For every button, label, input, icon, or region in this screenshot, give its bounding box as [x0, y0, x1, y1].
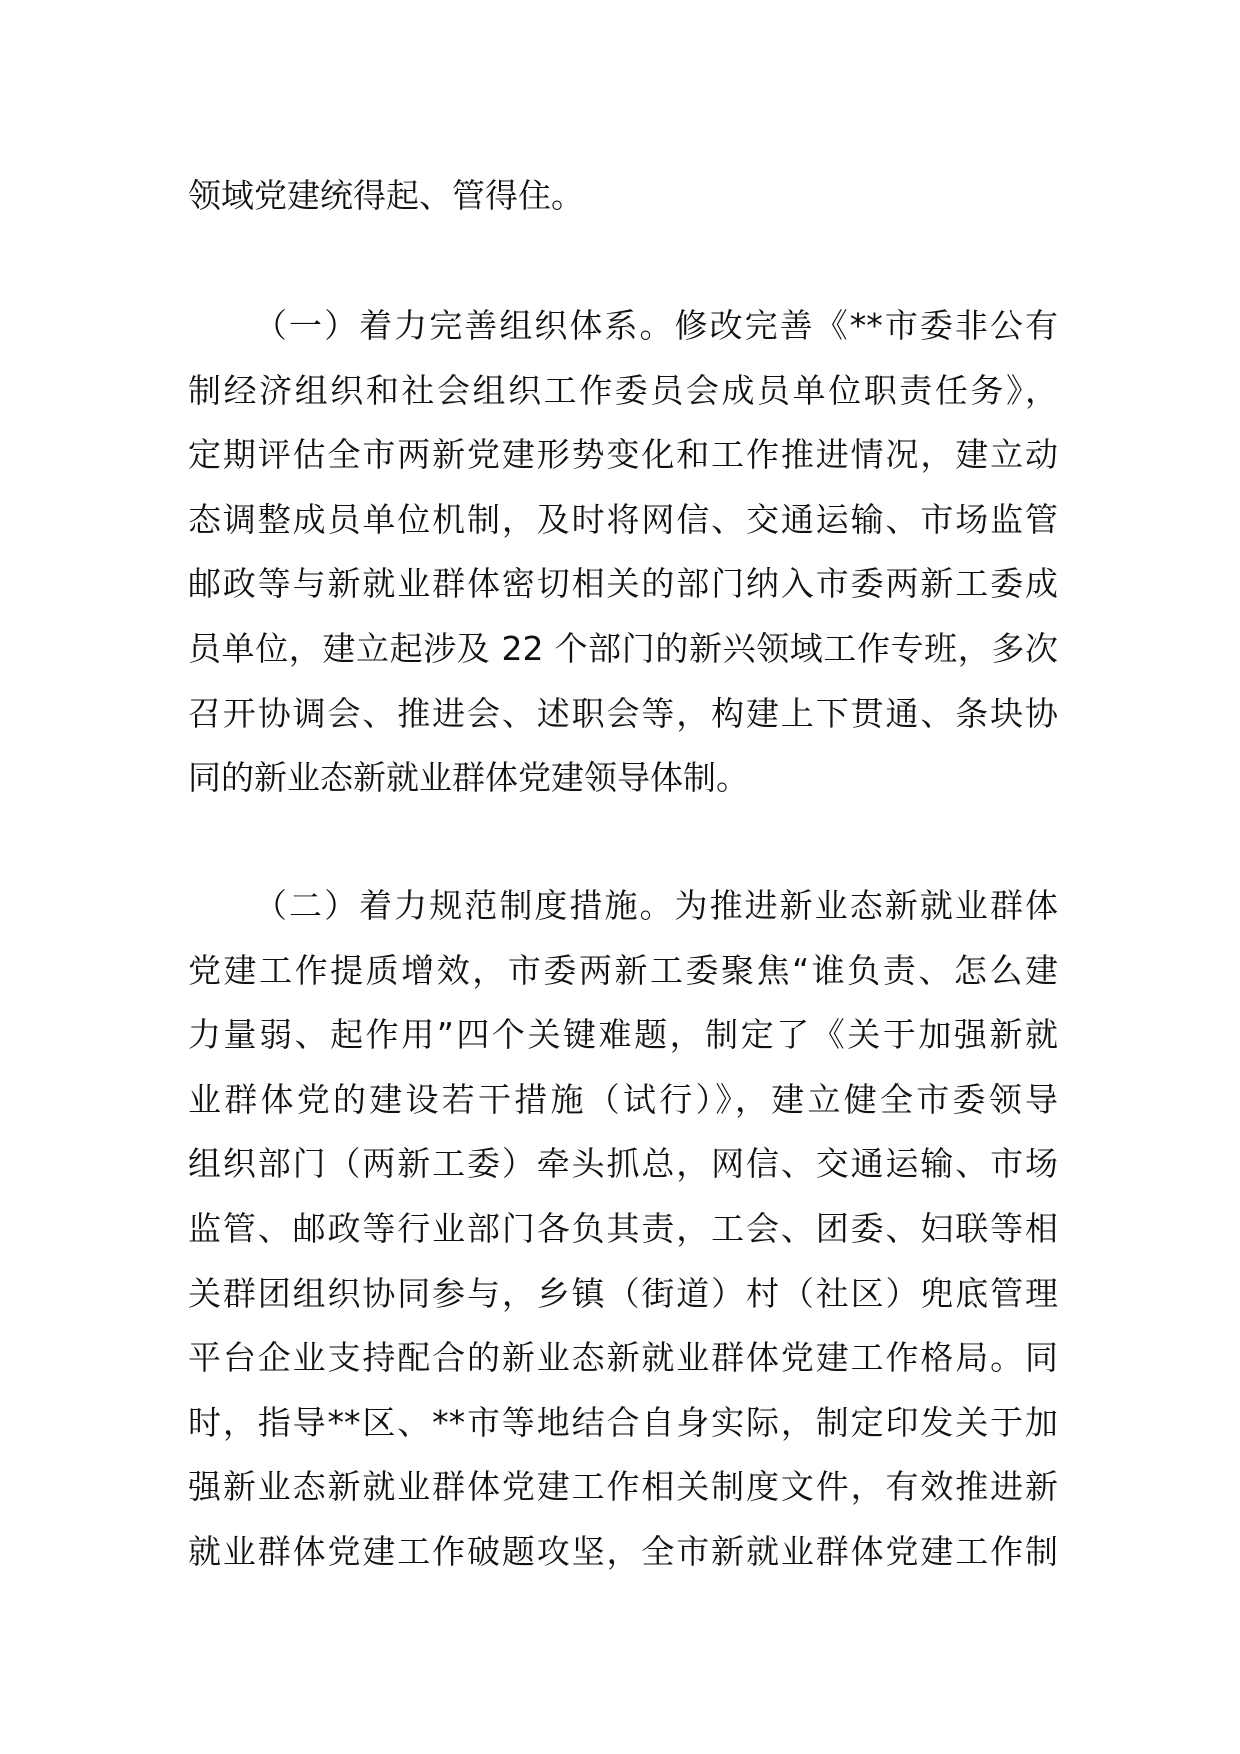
paragraph-line: 组织部门（两新工委）牵头抓总，网信、交通运输、市场	[188, 1144, 1058, 1184]
paragraph-organization-system	[188, 294, 1058, 811]
paragraph-line: 态调整成员单位机制，及时将网信、交通运输、市场监管	[188, 499, 1058, 539]
paragraph-line: 员单位，建立起涉及 22 个部门的新兴领域工作专班，多次	[188, 628, 1058, 668]
paragraph-line: 平台企业支持配合的新业态新就业群体党建工作格局。同	[188, 1338, 1058, 1378]
intro-text	[188, 164, 1058, 229]
paragraph-line: 定期评估全市两新党建形势变化和工作推进情况，建立动	[188, 435, 1058, 475]
paragraph-line: 邮政等与新就业群体密切相关的部门纳入市委两新工委成	[188, 564, 1058, 604]
paragraph-line: 业群体党的建设若干措施（试行）》，建立健全市委领导	[188, 1079, 1058, 1119]
paragraph-line: 召开协调会、推进会、述职会等，构建上下贯通、条块协	[188, 693, 1058, 733]
paragraph-line: 时，指导**区、**市等地结合自身实际，制定印发关于加	[188, 1402, 1058, 1442]
paragraph-line: 党建工作提质增效，市委两新工委聚焦“谁负责、怎么建	[188, 950, 1058, 990]
paragraph-line: 强新业态新就业群体党建工作相关制度文件，有效推进新	[188, 1467, 1058, 1507]
paragraph-line: 制经济组织和社会组织工作委员会成员单位职责任务》，	[188, 370, 1058, 410]
paragraph-line: （一）着力完善组织体系。修改完善《**市委非公有	[254, 306, 1058, 345]
paragraph-line: （二）着力规范制度措施。为推进新业态新就业群体	[254, 886, 1058, 925]
paragraph-line: 同的新业态新就业群体党建领导体制。	[188, 758, 749, 798]
paragraph-institutional-measures	[188, 874, 1058, 1585]
paragraph-line: 力量弱、起作用”四个关键难题，制定了《关于加强新就	[188, 1015, 1058, 1055]
paragraph-line: 监管、邮政等行业部门各负其责，工会、团委、妇联等相	[188, 1208, 1058, 1248]
intro-line: 领域党建统得起、管得住。	[188, 176, 584, 215]
paragraph-line: 关群团组织协同参与，乡镇（街道）村（社区）兜底管理	[188, 1273, 1058, 1313]
paragraph-line: 就业群体党建工作破题攻坚，全市新就业群体党建工作制	[188, 1531, 1058, 1571]
